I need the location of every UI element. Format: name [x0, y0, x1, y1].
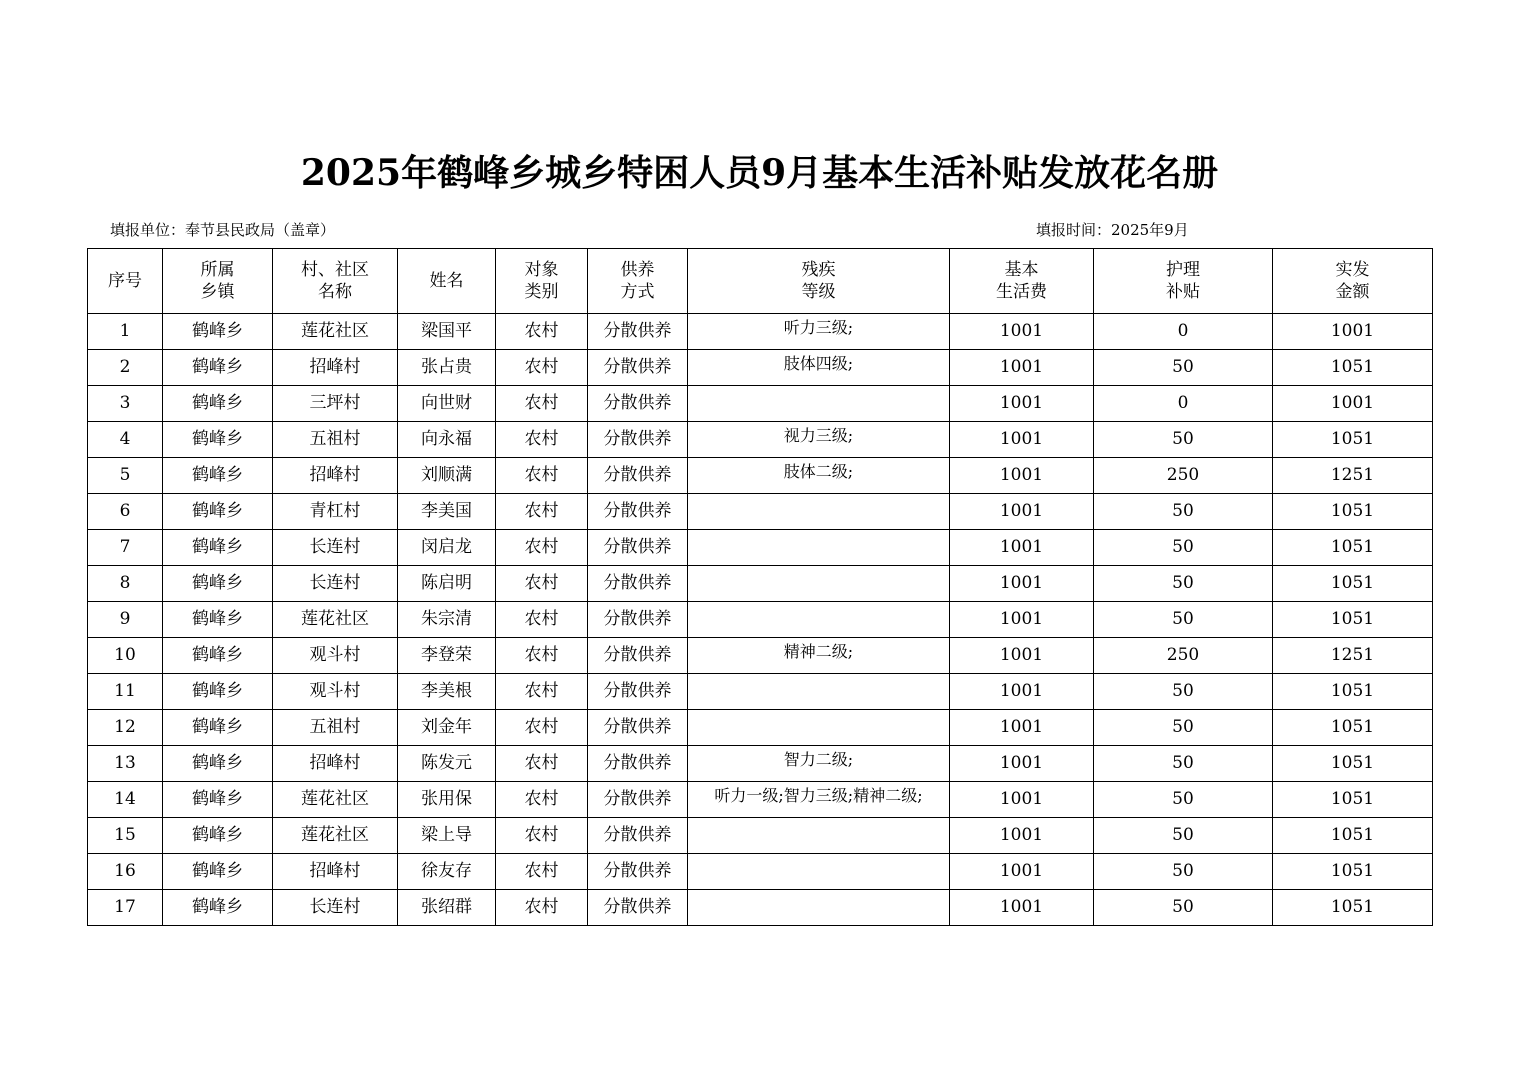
amount-paid-cell: 1251: [1273, 638, 1433, 674]
index-cell: 3: [88, 386, 163, 422]
disability-cell: [688, 530, 950, 566]
living-allowance-cell: 1001: [950, 458, 1094, 494]
name-cell: 张绍群: [398, 890, 496, 926]
header-text: 基本: [1004, 260, 1039, 280]
support-mode-cell: 分散供养: [588, 674, 688, 710]
living-allowance-cell: 1001: [950, 818, 1094, 854]
nursing-subsidy-cell: 250: [1094, 458, 1273, 494]
index-cell: 12: [88, 710, 163, 746]
amount-paid-cell: 1051: [1273, 494, 1433, 530]
township-cell: 鹤峰乡: [163, 458, 273, 494]
township-cell: 鹤峰乡: [163, 782, 273, 818]
category-cell: 农村: [496, 458, 588, 494]
support-mode-cell: 分散供养: [588, 350, 688, 386]
table-row: [88, 422, 1433, 458]
living-allowance-cell: 1001: [950, 350, 1094, 386]
roster-table: [87, 248, 1433, 926]
village-cell: 莲花社区: [273, 602, 398, 638]
name-cell: 向永福: [398, 422, 496, 458]
table-row: [88, 854, 1433, 890]
village-cell: 青杠村: [273, 494, 398, 530]
table-body: [88, 314, 1433, 926]
fill-unit-label: 填报单位：奉节县民政局（盖章）: [110, 221, 336, 239]
amount-paid-cell: 1001: [1273, 314, 1433, 350]
living-allowance-cell: 1001: [950, 710, 1094, 746]
table-row: [88, 746, 1433, 782]
support-mode-cell: 分散供养: [588, 782, 688, 818]
amount-paid-cell: 1051: [1273, 530, 1433, 566]
nursing-subsidy-cell: 0: [1094, 314, 1273, 350]
nursing-subsidy-cell: 50: [1094, 746, 1273, 782]
support-mode-cell: 分散供养: [588, 422, 688, 458]
township-cell: 鹤峰乡: [163, 494, 273, 530]
living-allowance-cell: 1001: [950, 602, 1094, 638]
header-text: 类别: [524, 282, 559, 302]
name-cell: 李美根: [398, 674, 496, 710]
village-cell: 招峰村: [273, 746, 398, 782]
amount-paid-cell: 1051: [1273, 854, 1433, 890]
village-cell: 五祖村: [273, 710, 398, 746]
header-text: 护理: [1166, 260, 1200, 280]
amount-paid-cell: 1051: [1273, 422, 1433, 458]
category-cell: 农村: [496, 494, 588, 530]
table-row: [88, 638, 1433, 674]
table-row: [88, 818, 1433, 854]
disability-cell: [688, 602, 950, 638]
document-title: 2025年鹤峰乡城乡特困人员9月基本生活补贴发放花名册: [300, 152, 1219, 194]
township-cell: 鹤峰乡: [163, 890, 273, 926]
col-header-name: [398, 249, 496, 314]
name-cell: 朱宗清: [398, 602, 496, 638]
category-cell: 农村: [496, 854, 588, 890]
name-cell: 梁上导: [398, 818, 496, 854]
name-cell: 徐友存: [398, 854, 496, 890]
amount-paid-cell: 1051: [1273, 746, 1433, 782]
living-allowance-cell: 1001: [950, 674, 1094, 710]
disability-cell: 精神二级;: [688, 638, 950, 674]
living-allowance-cell: 1001: [950, 422, 1094, 458]
village-cell: 招峰村: [273, 458, 398, 494]
table-row: [88, 602, 1433, 638]
nursing-subsidy-cell: 50: [1094, 674, 1273, 710]
name-cell: 向世财: [398, 386, 496, 422]
index-cell: 13: [88, 746, 163, 782]
header-text: 等级: [801, 282, 836, 302]
support-mode-cell: 分散供养: [588, 890, 688, 926]
category-cell: 农村: [496, 422, 588, 458]
name-cell: 张占贵: [398, 350, 496, 386]
support-mode-cell: 分散供养: [588, 602, 688, 638]
amount-paid-cell: 1051: [1273, 818, 1433, 854]
index-cell: 17: [88, 890, 163, 926]
amount-paid-cell: 1051: [1273, 710, 1433, 746]
support-mode-cell: 分散供养: [588, 566, 688, 602]
name-cell: 刘金年: [398, 710, 496, 746]
amount-paid-cell: 1051: [1273, 602, 1433, 638]
living-allowance-cell: 1001: [950, 494, 1094, 530]
township-cell: 鹤峰乡: [163, 710, 273, 746]
table-row: [88, 458, 1433, 494]
category-cell: 农村: [496, 890, 588, 926]
col-header-living-allowance: [950, 249, 1094, 314]
disability-cell: [688, 854, 950, 890]
village-cell: 观斗村: [273, 638, 398, 674]
amount-paid-cell: 1051: [1273, 350, 1433, 386]
support-mode-cell: 分散供养: [588, 458, 688, 494]
header-text: 乡镇: [200, 282, 235, 302]
table-header-row: [88, 249, 1433, 314]
township-cell: 鹤峰乡: [163, 314, 273, 350]
name-cell: 李登荣: [398, 638, 496, 674]
table-row: [88, 314, 1433, 350]
township-cell: 鹤峰乡: [163, 350, 273, 386]
col-header-nursing-subsidy: [1094, 249, 1273, 314]
support-mode-cell: 分散供养: [588, 314, 688, 350]
col-header-amount-paid: [1273, 249, 1433, 314]
support-mode-cell: 分散供养: [588, 746, 688, 782]
header-text: 补贴: [1166, 282, 1200, 302]
support-mode-cell: 分散供养: [588, 854, 688, 890]
living-allowance-cell: 1001: [950, 890, 1094, 926]
table-row: [88, 350, 1433, 386]
category-cell: 农村: [496, 350, 588, 386]
table-row: [88, 674, 1433, 710]
category-cell: 农村: [496, 674, 588, 710]
village-cell: 莲花社区: [273, 314, 398, 350]
category-cell: 农村: [496, 782, 588, 818]
index-cell: 15: [88, 818, 163, 854]
township-cell: 鹤峰乡: [163, 566, 273, 602]
township-cell: 鹤峰乡: [163, 530, 273, 566]
nursing-subsidy-cell: 50: [1094, 602, 1273, 638]
nursing-subsidy-cell: 50: [1094, 530, 1273, 566]
header-text: 实发: [1335, 260, 1370, 280]
name-cell: 闵启龙: [398, 530, 496, 566]
col-header-disability: [688, 249, 950, 314]
category-cell: 农村: [496, 386, 588, 422]
village-cell: 长连村: [273, 890, 398, 926]
category-cell: 农村: [496, 638, 588, 674]
index-cell: 8: [88, 566, 163, 602]
living-allowance-cell: 1001: [950, 782, 1094, 818]
village-cell: 三坪村: [273, 386, 398, 422]
header-text: 村、社区: [301, 260, 369, 280]
township-cell: 鹤峰乡: [163, 746, 273, 782]
amount-paid-cell: 1051: [1273, 782, 1433, 818]
living-allowance-cell: 1001: [950, 314, 1094, 350]
disability-cell: [688, 494, 950, 530]
category-cell: 农村: [496, 746, 588, 782]
township-cell: 鹤峰乡: [163, 602, 273, 638]
living-allowance-cell: 1001: [950, 854, 1094, 890]
fill-time-label: 填报时间：2025年9月: [1036, 221, 1189, 239]
name-cell: 陈启明: [398, 566, 496, 602]
header-text: 所属: [200, 260, 235, 280]
header-text: 序号: [108, 271, 142, 291]
col-header-support-mode: [588, 249, 688, 314]
category-cell: 农村: [496, 530, 588, 566]
name-cell: 李美国: [398, 494, 496, 530]
support-mode-cell: 分散供养: [588, 818, 688, 854]
name-cell: 梁国平: [398, 314, 496, 350]
amount-paid-cell: 1051: [1273, 566, 1433, 602]
nursing-subsidy-cell: 50: [1094, 890, 1273, 926]
col-header-township: [163, 249, 273, 314]
category-cell: 农村: [496, 602, 588, 638]
amount-paid-cell: 1001: [1273, 386, 1433, 422]
village-cell: 长连村: [273, 530, 398, 566]
disability-cell: 智力二级;: [688, 746, 950, 782]
village-cell: 莲花社区: [273, 782, 398, 818]
header-text: 对象: [524, 260, 559, 280]
amount-paid-cell: 1051: [1273, 890, 1433, 926]
disability-cell: 视力三级;: [688, 422, 950, 458]
village-cell: 长连村: [273, 566, 398, 602]
disability-cell: 听力三级;: [688, 314, 950, 350]
disability-cell: [688, 566, 950, 602]
index-cell: 16: [88, 854, 163, 890]
category-cell: 农村: [496, 566, 588, 602]
header-text: 金额: [1335, 282, 1370, 302]
index-cell: 10: [88, 638, 163, 674]
table-row: [88, 494, 1433, 530]
header-text: 名称: [318, 282, 352, 302]
index-cell: 4: [88, 422, 163, 458]
nursing-subsidy-cell: 50: [1094, 494, 1273, 530]
township-cell: 鹤峰乡: [163, 854, 273, 890]
header-text: 生活费: [996, 282, 1047, 302]
township-cell: 鹤峰乡: [163, 818, 273, 854]
table-row: [88, 386, 1433, 422]
category-cell: 农村: [496, 314, 588, 350]
category-cell: 农村: [496, 818, 588, 854]
table-row: [88, 710, 1433, 746]
table-row: [88, 782, 1433, 818]
index-cell: 7: [88, 530, 163, 566]
disability-cell: [688, 386, 950, 422]
nursing-subsidy-cell: 50: [1094, 854, 1273, 890]
col-header-category: [496, 249, 588, 314]
disability-cell: [688, 890, 950, 926]
village-cell: 招峰村: [273, 350, 398, 386]
disability-cell: [688, 818, 950, 854]
index-cell: 1: [88, 314, 163, 350]
living-allowance-cell: 1001: [950, 386, 1094, 422]
living-allowance-cell: 1001: [950, 530, 1094, 566]
disability-cell: [688, 674, 950, 710]
index-cell: 2: [88, 350, 163, 386]
nursing-subsidy-cell: 50: [1094, 566, 1273, 602]
header-text: 残疾: [801, 260, 836, 280]
header-text: 姓名: [429, 271, 464, 291]
nursing-subsidy-cell: 0: [1094, 386, 1273, 422]
header-text: 方式: [620, 282, 655, 302]
township-cell: 鹤峰乡: [163, 674, 273, 710]
col-header-village: [273, 249, 398, 314]
village-cell: 招峰村: [273, 854, 398, 890]
support-mode-cell: 分散供养: [588, 530, 688, 566]
township-cell: 鹤峰乡: [163, 638, 273, 674]
table-row: [88, 530, 1433, 566]
disability-cell: [688, 710, 950, 746]
living-allowance-cell: 1001: [950, 746, 1094, 782]
nursing-subsidy-cell: 50: [1094, 710, 1273, 746]
index-cell: 11: [88, 674, 163, 710]
header-text: 供养: [620, 260, 655, 280]
index-cell: 9: [88, 602, 163, 638]
nursing-subsidy-cell: 50: [1094, 422, 1273, 458]
category-cell: 农村: [496, 710, 588, 746]
village-cell: 五祖村: [273, 422, 398, 458]
nursing-subsidy-cell: 50: [1094, 782, 1273, 818]
name-cell: 张用保: [398, 782, 496, 818]
index-cell: 14: [88, 782, 163, 818]
support-mode-cell: 分散供养: [588, 386, 688, 422]
living-allowance-cell: 1001: [950, 638, 1094, 674]
name-cell: 刘顺满: [398, 458, 496, 494]
disability-cell: 听力一级;智力三级;精神二级;: [688, 782, 950, 818]
nursing-subsidy-cell: 50: [1094, 350, 1273, 386]
disability-cell: 肢体二级;: [688, 458, 950, 494]
township-cell: 鹤峰乡: [163, 422, 273, 458]
name-cell: 陈发元: [398, 746, 496, 782]
col-header-index: [88, 249, 163, 314]
township-cell: 鹤峰乡: [163, 386, 273, 422]
index-cell: 6: [88, 494, 163, 530]
amount-paid-cell: 1251: [1273, 458, 1433, 494]
support-mode-cell: 分散供养: [588, 494, 688, 530]
village-cell: 观斗村: [273, 674, 398, 710]
table-row: [88, 566, 1433, 602]
index-cell: 5: [88, 458, 163, 494]
living-allowance-cell: 1001: [950, 566, 1094, 602]
table-row: [88, 890, 1433, 926]
nursing-subsidy-cell: 250: [1094, 638, 1273, 674]
village-cell: 莲花社区: [273, 818, 398, 854]
support-mode-cell: 分散供养: [588, 638, 688, 674]
disability-cell: 肢体四级;: [688, 350, 950, 386]
support-mode-cell: 分散供养: [588, 710, 688, 746]
amount-paid-cell: 1051: [1273, 674, 1433, 710]
nursing-subsidy-cell: 50: [1094, 818, 1273, 854]
